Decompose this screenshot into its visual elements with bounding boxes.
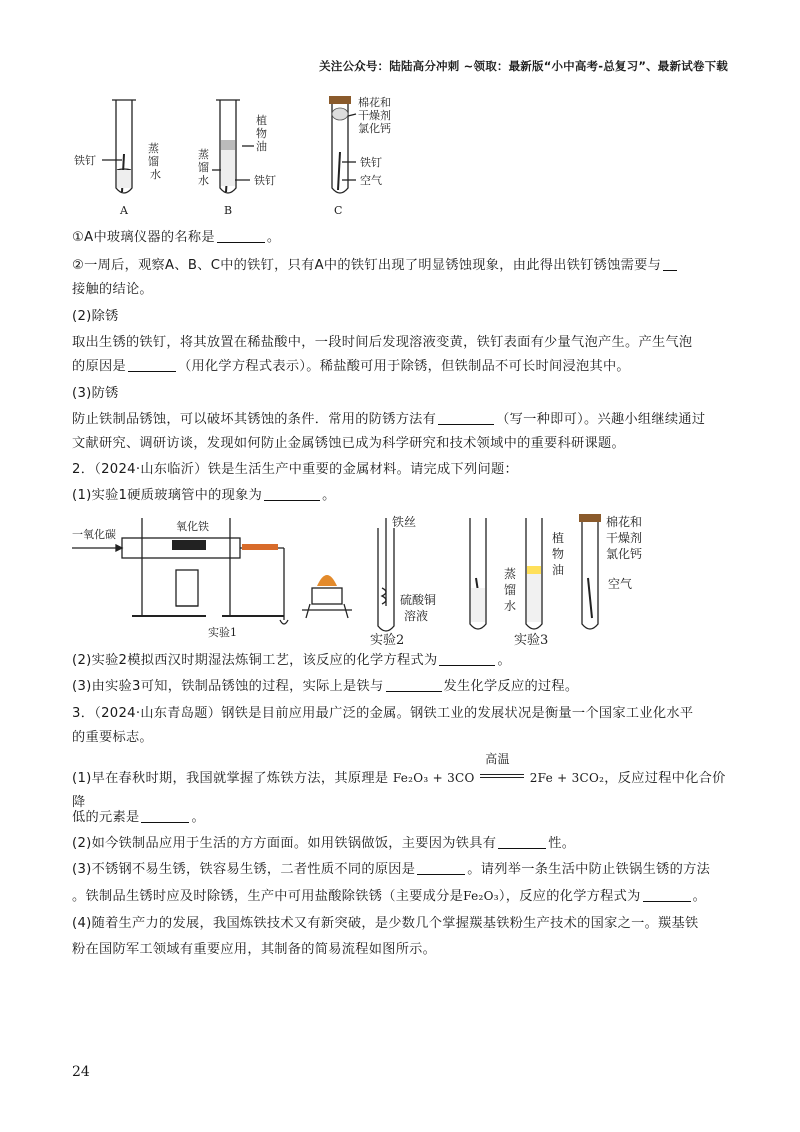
svg-text:铁钉: 铁钉 bbox=[254, 174, 276, 187]
figure-experiments bbox=[72, 508, 652, 650]
svg-text:油: 油 bbox=[256, 140, 267, 153]
eq-condition: 高温 bbox=[485, 752, 510, 766]
label-exp3: 实验3 bbox=[514, 633, 549, 648]
svg-text:硫酸铜: 硫酸铜 bbox=[400, 593, 437, 607]
svg-text:植: 植 bbox=[256, 114, 267, 127]
svg-text:物: 物 bbox=[552, 547, 565, 561]
svg-text:馏: 馏 bbox=[504, 583, 517, 597]
q1-line2: ②一周后，观察A、B、C中的铁钉，只有A中的铁钉出现了明显锈蚀现象，由此得出铁钉锈蚀需要与 bbox=[72, 254, 728, 278]
label-wire: 铁丝 bbox=[392, 515, 417, 529]
svg-text:氯化钙: 氯化钙 bbox=[358, 122, 391, 135]
tube-a-nail-label: 铁钉 bbox=[74, 154, 96, 167]
svg-text:蒸: 蒸 bbox=[148, 142, 159, 155]
svg-text:棉花和: 棉花和 bbox=[358, 96, 391, 109]
svg-text:馏: 馏 bbox=[198, 161, 209, 174]
tube-c-letter: C bbox=[334, 204, 343, 217]
svg-text:铁钉: 铁钉 bbox=[360, 156, 382, 169]
q1-line1: ①A中玻璃仪器的名称是 。 bbox=[72, 230, 281, 245]
svg-text:氯化钙: 氯化钙 bbox=[606, 547, 643, 561]
q3-intro: 3．（2024·山东青岛题）钢铁是目前应用最广泛的金属。钢铁工业的发展状况是衡量一个国家工业化水平 bbox=[72, 706, 694, 721]
page-header: 关注公众号：陆陆高分冲刺 ~领取：最新版“小中高考-总复习”、最新试卷下载 bbox=[319, 59, 728, 73]
q3-p1: (1)早在春秋时期，我国就掌握了炼铁方法，其原理是 Fe₂O₃ + 3CO 高温 2Fe + 3CO₂，反应过程中化合价降 bbox=[72, 766, 728, 815]
label-fe2o3: 氧化铁 bbox=[176, 520, 209, 533]
svg-text:干燥剂: 干燥剂 bbox=[358, 109, 391, 122]
svg-text:水: 水 bbox=[198, 174, 209, 187]
svg-text:空气: 空气 bbox=[360, 174, 382, 187]
figure-rust-tubes bbox=[72, 92, 412, 222]
svg-text:棉花和: 棉花和 bbox=[606, 515, 643, 529]
tube-b-letter: B bbox=[224, 204, 233, 217]
label-exp2: 实验2 bbox=[370, 633, 405, 648]
svg-text:溶液: 溶液 bbox=[404, 609, 429, 623]
svg-text:水: 水 bbox=[504, 599, 517, 613]
svg-text:油: 油 bbox=[552, 563, 565, 577]
svg-text:物: 物 bbox=[256, 127, 267, 140]
svg-text:蒸: 蒸 bbox=[198, 148, 209, 161]
label-exp1: 实验1 bbox=[208, 626, 237, 639]
q2-intro: 2．（2024·山东临沂）铁是生活生产中重要的金属材料。请完成下列问题： bbox=[72, 462, 518, 477]
svg-text:干燥剂: 干燥剂 bbox=[606, 531, 643, 545]
svg-text:蒸: 蒸 bbox=[504, 567, 517, 581]
svg-text:馏: 馏 bbox=[148, 155, 159, 168]
svg-text:水: 水 bbox=[150, 168, 161, 181]
tube-a-letter: A bbox=[120, 204, 128, 217]
svg-text:空气: 空气 bbox=[608, 577, 633, 591]
svg-text:植: 植 bbox=[552, 531, 565, 545]
page-number: 24 bbox=[72, 1064, 90, 1080]
label-co: 一氧化碳 bbox=[72, 528, 116, 541]
q1-section-title: (2)除锈 bbox=[72, 309, 119, 324]
